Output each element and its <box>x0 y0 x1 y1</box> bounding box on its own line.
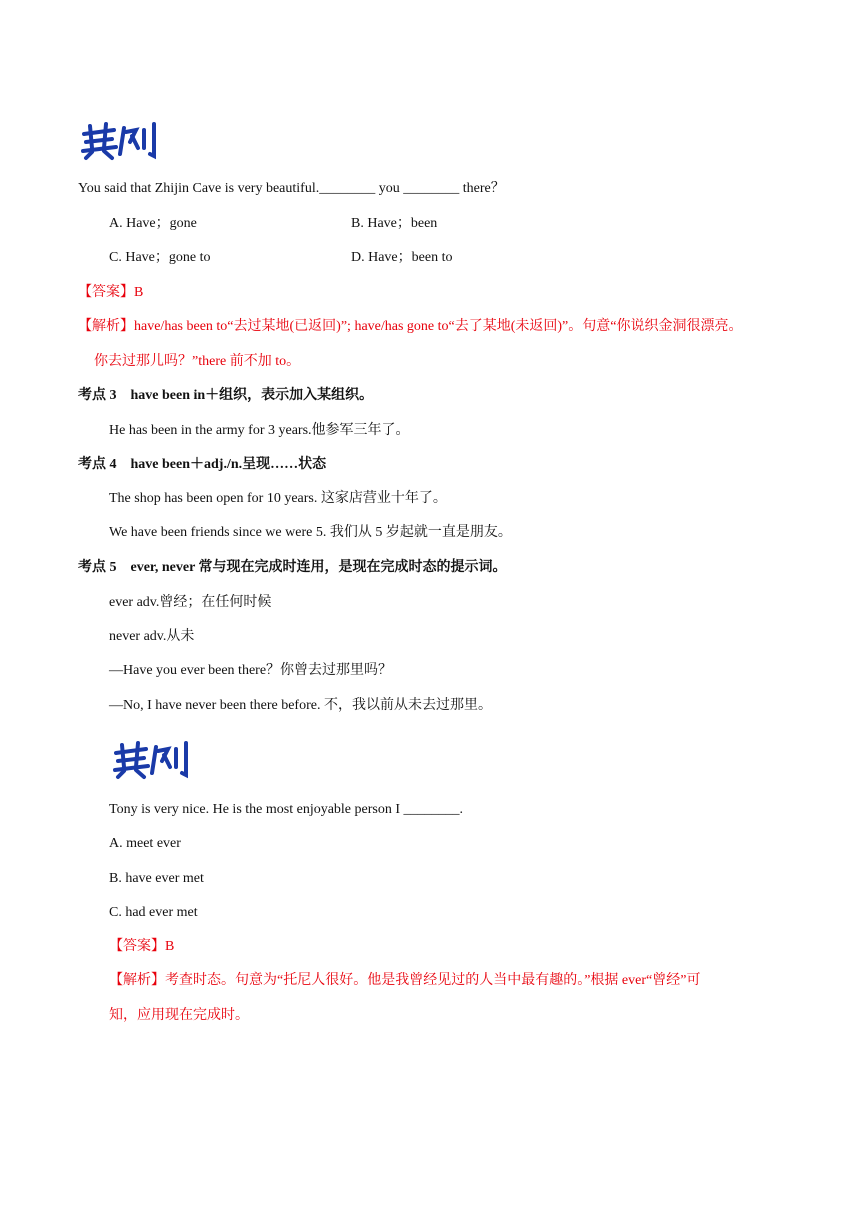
example-logo-icon <box>80 118 166 162</box>
point4-example1: The shop has been open for 10 years. 这家店营业十年了。 <box>109 491 447 506</box>
point3-example: He has been in the army for 3 years.他参军三年了。 <box>109 423 410 438</box>
point3-heading: 考点 3 have been in＋组织，表示加入某组织。 <box>78 388 374 403</box>
example1-analysis-line2: 你去过那儿吗？”there 前不加 to。 <box>94 354 301 369</box>
example1-option-d: D. Have；been to <box>351 250 453 265</box>
point4-heading: 考点 4 have been＋adj./n.呈现……状态 <box>78 457 327 472</box>
example2-question: Tony is very nice. He is the most enjoyable person I ________. <box>109 802 464 817</box>
point5-dialog2: —No, I have never been there before. 不，我以前从未去过那里。 <box>109 698 492 713</box>
point5-ever: ever adv.曾经；在任何时候 <box>109 595 272 610</box>
example2-option-c: C. had ever met <box>109 905 198 920</box>
point5-heading: 考点 5 ever, never 常与现在完成时连用，是现在完成时态的提示词。 <box>78 560 507 575</box>
example2-option-b: B. have ever met <box>109 871 204 886</box>
example1-analysis-line1: have/has been to“去过某地(已返回)”; have/has gone to“去了某地(未返回)”。句意“你说织金洞很漂亮。 <box>134 319 743 334</box>
example1-option-c: C. Have；gone to <box>109 250 211 265</box>
example1-option-b: B. Have；been <box>351 216 438 231</box>
point4-example2: We have been friends since we were 5. 我们从 5 岁起就一直是朋友。 <box>109 525 512 540</box>
example2-analysis-line2: 知，应用现在完成时。 <box>109 1008 249 1023</box>
point5-dialog1: —Have you ever been there？你曾去过那里吗？ <box>109 663 393 678</box>
example2-answer: 【答案】B <box>109 939 175 954</box>
example1-analysis-label: 【解析】 <box>78 319 134 334</box>
point5-never: never adv.从未 <box>109 629 195 644</box>
example1-answer: 【答案】B <box>78 285 144 300</box>
example1-analysis <box>78 320 743 334</box>
example1-option-a: A. Have；gone <box>109 216 197 231</box>
example2-analysis-line1: 【解析】考查时态。句意为“托尼人很好。他是我曾经见过的人当中最有趣的。”根据 ever“曾经”可 <box>109 973 701 988</box>
example2-option-a: A. meet ever <box>109 836 181 851</box>
example1-question: You said that Zhijin Cave is very beautiful.________ you ________ there？ <box>78 181 505 196</box>
example-logo-icon-2 <box>112 737 198 781</box>
